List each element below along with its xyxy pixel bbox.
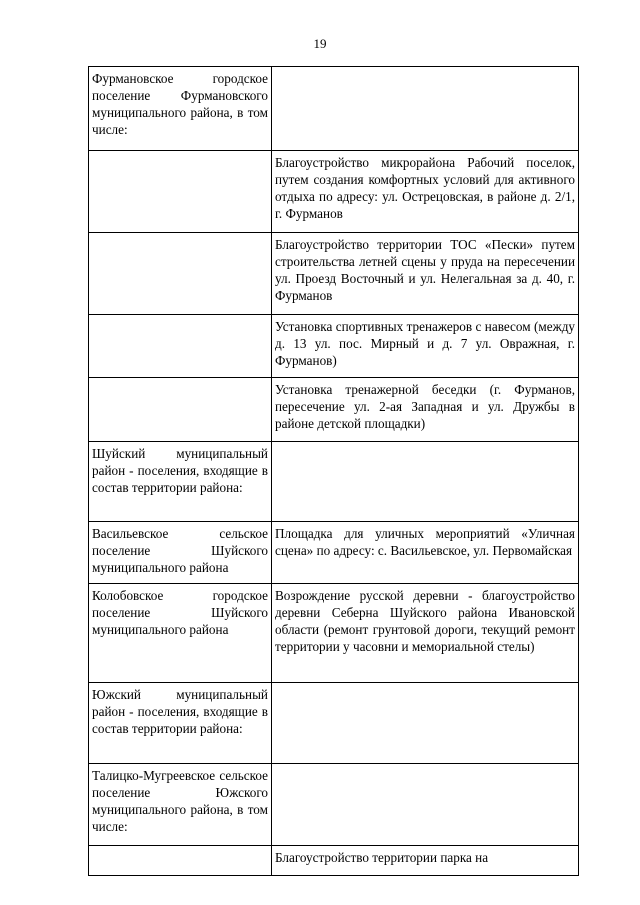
municipality-cell [89, 233, 272, 315]
project-cell: Возрождение русской деревни - благоустройство деревни Себерна Шуйского района Ивановской области (ремонт грунтовой дороги, текущий ремонт территории у часовни и мемориальной стелы) [272, 584, 579, 683]
table-row [89, 683, 579, 764]
municipality-cell: Южский муниципальный район - поселения, входящие в состав территории района: [89, 683, 272, 764]
project-cell [272, 442, 579, 522]
project-cell [272, 683, 579, 764]
table-row [89, 315, 579, 378]
municipality-cell: Колобовское городское поселение Шуйского муниципального района [89, 584, 272, 683]
projects-table [88, 66, 579, 876]
table-row [89, 764, 579, 846]
municipality-cell [89, 151, 272, 233]
table-row [89, 233, 579, 315]
municipality-cell [89, 846, 272, 876]
table-row [89, 378, 579, 442]
project-cell: Благоустройство территории парка на [272, 846, 579, 876]
project-cell: Установка тренажерной беседки (г. Фурманов, пересечение ул. 2-ая Западная и ул. Дружбы в районе детской площадки) [272, 378, 579, 442]
table-row [89, 442, 579, 522]
project-cell [272, 764, 579, 846]
municipality-cell: Фурмановское городское поселение Фурмановского муниципального района, в том числе: [89, 67, 272, 151]
table-row [89, 151, 579, 233]
municipality-cell [89, 315, 272, 378]
table-row [89, 584, 579, 683]
project-cell: Площадка для уличных мероприятий «Уличная сцена» по адресу: с. Васильевское, ул. Первомайская [272, 522, 579, 584]
page-number: 19 [313, 36, 327, 51]
municipality-cell: Шуйский муниципальный район - поселения, входящие в состав территории района: [89, 442, 272, 522]
table-row [89, 846, 579, 876]
municipality-cell: Васильевское сельское поселение Шуйского муниципального района [89, 522, 272, 584]
table-row [89, 67, 579, 151]
table-row [89, 522, 579, 584]
project-cell: Благоустройство территории ТОС «Пески» путем строительства летней сцены у пруда на пересечении ул. Проезд Восточный и ул. Нелегальная за д. 40, г. Фурманов [272, 233, 579, 315]
municipality-cell: Талицко-Мугреевское сельское поселение Южского муниципального района, в том числе: [89, 764, 272, 846]
projects-table-body [89, 67, 579, 876]
project-cell [272, 67, 579, 151]
project-cell: Установка спортивных тренажеров с навесом (между д. 13 ул. пос. Мирный и д. 7 ул. Овражная, г. Фурманов) [272, 315, 579, 378]
municipality-cell [89, 378, 272, 442]
project-cell: Благоустройство микрорайона Рабочий поселок, путем создания комфортных условий для активного отдыха по адресу: ул. Острецовская, в районе д. 2/1, г. Фурманов [272, 151, 579, 233]
